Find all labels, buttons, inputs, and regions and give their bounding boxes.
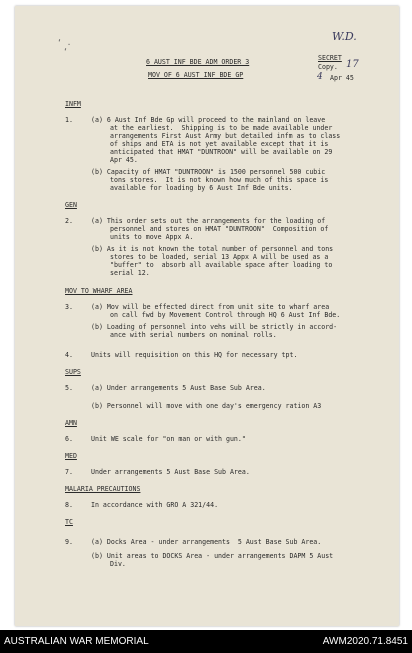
section-sups: SUPS bbox=[65, 368, 81, 376]
text-line: (b) Capacity of HMAT "DUNTROON" is 1500 personnel 500 cubic bbox=[91, 168, 326, 176]
para-number: 3. bbox=[65, 303, 73, 311]
para-7-text: Under arrangements 5 Aust Base Sub Area. bbox=[91, 468, 250, 476]
section-infm: INFM bbox=[65, 100, 81, 108]
text-line: personnel and stores on HMAT "DUNTROON" Composition of bbox=[110, 225, 329, 233]
section-mov: MOV TO WHARF AREA bbox=[65, 287, 133, 295]
para-number: 1. bbox=[65, 116, 73, 124]
para-number: 6. bbox=[65, 435, 73, 443]
text-line: (a) This order sets out the arrangements for the loading of bbox=[91, 217, 326, 225]
para-number: 9. bbox=[65, 538, 73, 546]
para-number: 8. bbox=[65, 501, 73, 509]
para-number: 7. bbox=[65, 468, 73, 476]
text-line: tons stores. It is not known how much of this space is bbox=[110, 176, 329, 184]
document-page bbox=[15, 6, 399, 626]
text-line: Apr 45. bbox=[110, 156, 138, 164]
section-malaria: MALARIA PRECAUTIONS bbox=[65, 485, 141, 493]
para-number: 5. bbox=[65, 384, 73, 392]
classification: SECRET bbox=[318, 54, 342, 62]
text-line: arrangements First Aust Army but detailed infm as to class bbox=[110, 132, 341, 140]
text-line: stores to be loaded, serial 13 Appx A will be used as a bbox=[110, 253, 329, 261]
text-line: (b) Loading of personnel into vehs will be strictly in accord- bbox=[91, 323, 338, 331]
text-line: (b) Unit areas to DOCKS Area - under arrangements DAPM 5 Aust bbox=[91, 552, 334, 560]
para-9a: (a) Docks Area - under arrangements 5 Aust Base Sub Area. bbox=[91, 538, 322, 546]
text-line: "buffer" to absorb all available space after loading to bbox=[110, 261, 333, 269]
copy-number: 17 bbox=[346, 59, 359, 70]
para-number: 2. bbox=[65, 217, 73, 225]
date-month: Apr 45 bbox=[330, 74, 354, 82]
text-line: serial 12. bbox=[110, 269, 150, 277]
text-line: units to move Appx A. bbox=[110, 233, 194, 241]
text-line: anticipated that HMAT "DUNTROON" will be available on 29 bbox=[110, 148, 333, 156]
para-6-text: Unit WE scale for "on man or with gun." bbox=[91, 435, 246, 443]
text-line: at the earliest. Shipping is to be made available under bbox=[110, 124, 333, 132]
text-line: of ships and ETA is not yet available except that it is bbox=[110, 140, 329, 148]
para-5b: (b) Personnel will move with one day's emergency ration A3 bbox=[91, 402, 322, 410]
text-line: available for loading by 6 Aust Inf Bde units. bbox=[110, 184, 293, 192]
date-day: 4 bbox=[317, 72, 323, 82]
section-amn: AMN bbox=[65, 419, 77, 427]
text-line: ance with serial numbers on nominal rolls. bbox=[110, 331, 277, 339]
para-8-text: In accordance with GRO A 321/44. bbox=[91, 501, 219, 509]
para-4-text: Units will requisition on this HQ for necessary tpt. bbox=[91, 351, 298, 359]
para-number: 4. bbox=[65, 351, 73, 359]
archive-id: AWM2020.71.8451 bbox=[322, 636, 408, 647]
pencil-mark: ‘ bbox=[63, 47, 68, 56]
text-line: Div. bbox=[110, 560, 126, 568]
text-line: (b) As it is not known the total number of personnel and tons bbox=[91, 245, 334, 253]
archive-footer bbox=[0, 630, 412, 653]
order-title: 6 AUST INF BDE ADM ORDER 3 bbox=[146, 58, 250, 66]
archive-name: AUSTRALIAN WAR MEMORIAL bbox=[4, 636, 149, 647]
text-line: on call fwd by Movement Control through HQ 6 Aust Inf Bde. bbox=[110, 311, 341, 319]
section-gen: GEN bbox=[65, 201, 77, 209]
order-subtitle: MOV OF 6 AUST INF BDE GP bbox=[148, 71, 244, 79]
section-med: MED bbox=[65, 452, 77, 460]
para-5a: (a) Under arrangements 5 Aust Base Sub Area. bbox=[91, 384, 266, 392]
text-line: (a) 6 Aust Inf Bde Gp will proceed to the mainland on leave bbox=[91, 116, 326, 124]
text-line: (a) Mov will be effected direct from unit site to wharf area bbox=[91, 303, 330, 311]
pencil-mark: ‘ . bbox=[57, 38, 72, 47]
handwritten-reference: W.D. bbox=[332, 30, 357, 43]
section-tc: TC bbox=[65, 518, 73, 526]
copy-label: Copy. bbox=[318, 63, 338, 71]
